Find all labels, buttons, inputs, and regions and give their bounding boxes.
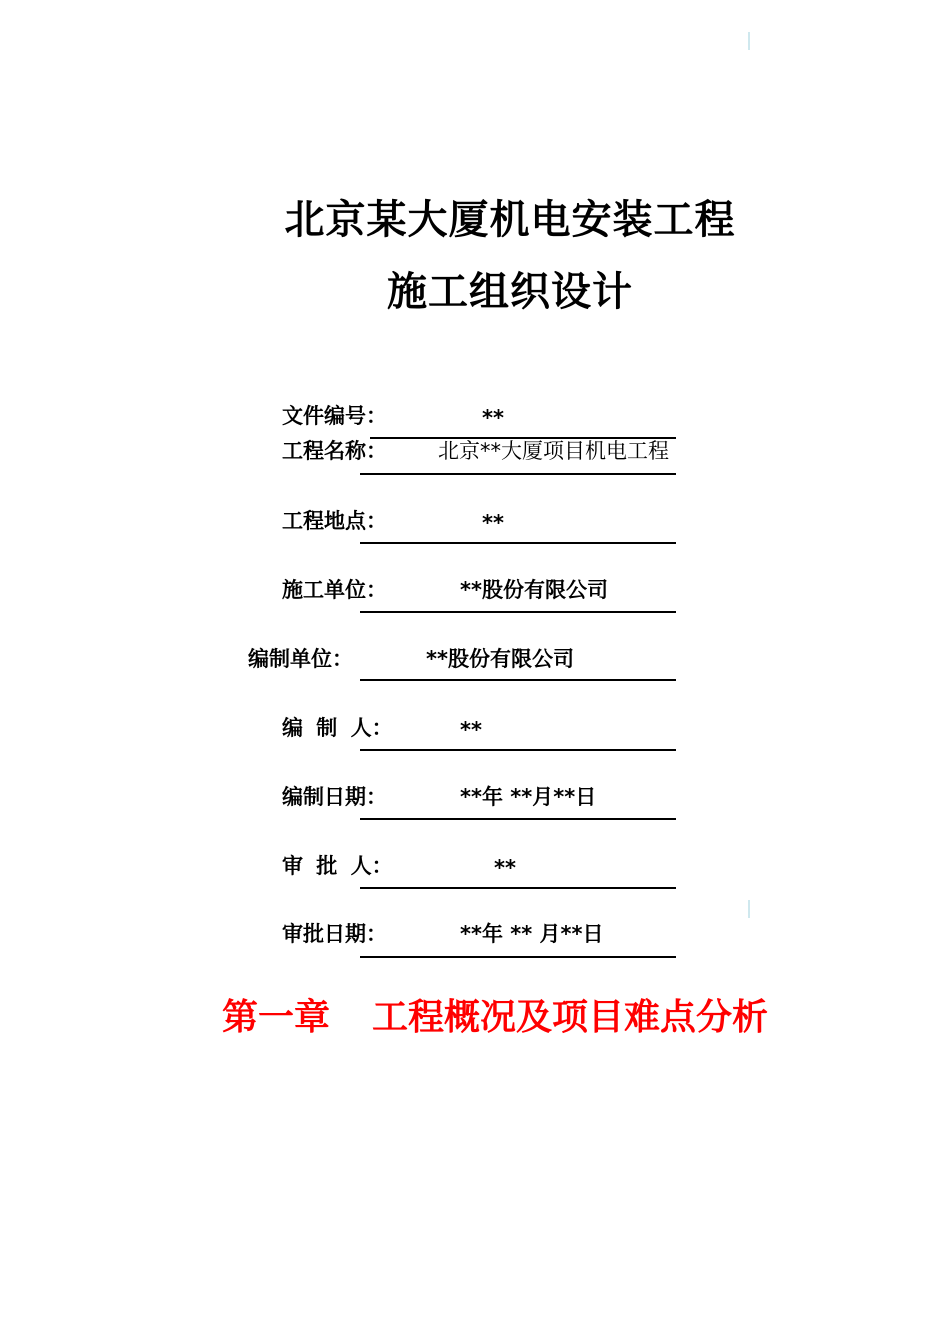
compiler-unit-value: **股份有限公司 <box>426 647 574 671</box>
margin-mark-top <box>748 32 750 50</box>
compile-date-underline <box>360 818 676 820</box>
file-no-label: 文件编号： <box>282 404 387 428</box>
contractor-label: 施工单位： <box>282 578 387 602</box>
compiler-unit-label: 编制单位： <box>248 647 353 671</box>
chapter-number: 第一章 <box>222 997 331 1038</box>
project-site-value: ** <box>482 511 504 535</box>
project-name-label: 工程名称： <box>282 439 387 463</box>
project-site-label: 工程地点： <box>282 509 387 533</box>
chapter-title: 工程概况及项目难点分析 <box>372 997 769 1038</box>
chapter-heading <box>222 996 768 1040</box>
approve-date-value: **年 ** 月**日 <box>460 922 604 946</box>
approve-date-underline <box>360 956 676 958</box>
contractor-value: **股份有限公司 <box>460 578 608 602</box>
document-subtitle: 施工组织设计 <box>387 269 633 315</box>
compiler-value: ** <box>460 718 482 742</box>
compiler-label: 编 制 人： <box>282 716 393 740</box>
compile-date-value: **年 **月**日 <box>460 785 597 809</box>
project-site-underline <box>360 542 676 544</box>
file-no-value: ** <box>482 406 504 430</box>
compile-date-label: 编制日期： <box>282 785 387 809</box>
approve-date-label: 审批日期： <box>282 922 387 946</box>
approver-value: ** <box>494 856 516 880</box>
compiler-unit-underline <box>360 679 676 681</box>
contractor-underline <box>360 611 676 613</box>
document-title: 北京某大厦机电安装工程 <box>284 197 736 243</box>
project-name-underline <box>360 473 676 475</box>
project-name-value: 北京**大厦项目机电工程 <box>438 439 669 463</box>
approver-label: 审 批 人： <box>282 854 393 878</box>
compiler-underline <box>360 749 676 751</box>
margin-mark-bottom <box>748 900 750 918</box>
approver-underline <box>360 887 676 889</box>
